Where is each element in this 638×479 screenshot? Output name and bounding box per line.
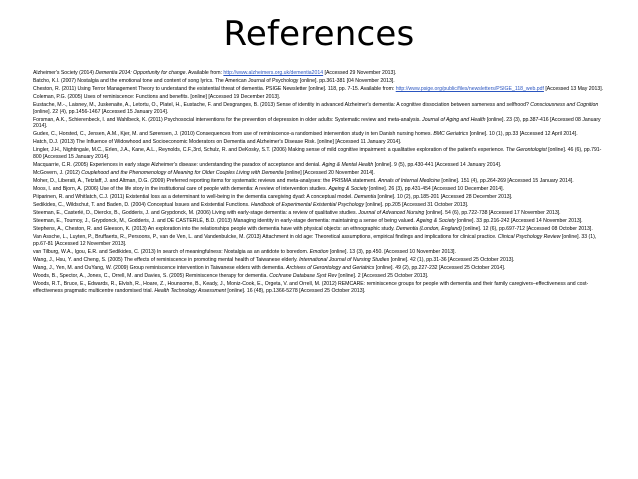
reference-list <box>33 70 605 472</box>
reference-italic-text: Dementia <box>354 194 377 201</box>
reference-text: Lingler, J.H., Nightingale, M.C., Erlen, J.A., Kane, A.L., Reynolds, C.F.,3rd, Schulz, R. and DeKosky, S.T. (2006) Making sense of mild cognitive impairment: a qualitative exploration of the patient's experience. <box>33 147 506 154</box>
reference-text: Piiparinen, R. and Whitlatch, C.J. (2011) Existential loss as a determinant to well-being in the dementia caregiving dyad: A conceptual model. <box>33 194 355 201</box>
reference-text: Batcho, K.I. (2007) Nostalgia and the emotional tone and content of song lyrics. The American Journal of Psychology [online]. pp.361-381 [04 November 2013]. <box>33 78 395 85</box>
reference-italic-text: Aging & Mental Health <box>322 161 374 168</box>
slide-title: References <box>223 14 415 54</box>
reference-text: Alzheimer's Society (2014) <box>33 70 96 76</box>
reference-text: [Accessed 29 November 2013]. <box>323 70 397 76</box>
reference-text: [online]. 2 [Accessed 25 October 2013]. <box>336 273 429 280</box>
reference-entry <box>33 226 605 233</box>
reference-entry <box>33 147 605 160</box>
reference-text: [online]. 46 (6), pp.791-800 [Accessed 15 January 2014]. <box>33 147 602 160</box>
reference-text: Wang, J., Hsu, Y. and Cheng, S. (2005) The effects of reminiscence in promoting mental health of Taiwanese elderly. <box>33 256 300 263</box>
reference-text: [online] [Accessed 20 November 2014]. <box>283 169 375 176</box>
reference-italic-text: International Journal of Nursing Studies <box>299 256 390 263</box>
reference-entry <box>33 102 605 115</box>
reference-italic-text: The Gerontologist <box>505 147 547 154</box>
reference-text: [online]. 12 (6), pp.697-712 [Accessed 08 October 2013]. <box>461 226 593 233</box>
reference-text: [online]. 33 (1), pp.67-81 [Accessed 12 November 2013]. <box>33 234 597 247</box>
reference-italic-text: Archives of Gerontology and Geriatrics <box>286 264 375 271</box>
reference-link[interactable]: http://www.alzheimers.org.uk/dementia2014 <box>223 70 324 76</box>
reference-entry <box>33 94 605 101</box>
reference-entry <box>33 86 605 93</box>
reference-text: Hatch, D.J. (2013) The Influence of Widowhood and Socioeconomic Moderators on Dementia and Alzheimer's Disease Risk. [online] [Accessed 11 January 2014]. <box>33 139 402 146</box>
reference-entry <box>33 117 605 130</box>
reference-entry <box>33 186 605 193</box>
reference-entry <box>33 218 605 225</box>
reference-entry <box>33 194 605 201</box>
reference-text: [online]. 23 (3), pp.387-416 [Accessed 08 January 2014]. <box>33 116 601 130</box>
reference-entry <box>33 139 605 146</box>
reference-text: [online]. pp.205 [Accessed 31 October 2013]. <box>364 202 469 209</box>
reference-text: Forsman, A.K., Schierenbeck, I. and Wahlbeck, K. (2011) Psychosocial interventions for the prevention of depression in older adults: Systematic review and meta-analysis. <box>33 116 423 123</box>
reference-text: [online]. 22 (4), pp.1456-1467 [Accessed 15 January 2014]. <box>33 108 169 115</box>
reference-text: [online]. 151 (4), pp.264-269 [Accessed 15 January 2014]. <box>439 178 574 185</box>
reference-text: [online]. 42 (1), pp.31-36 [Accessed 25 October 2013]. <box>389 256 515 263</box>
reference-italic-text: Clinical Psychology Review <box>497 234 561 241</box>
reference-text: [online]. 9 (5), pp.430-441 [Accessed 14 January 2014]. <box>373 161 502 168</box>
reference-entry <box>33 281 605 294</box>
reference-italic-text: Journal of Aging and Health <box>422 116 486 123</box>
reference-text: Coleman, P.G. (2005) Uses of reminiscence: Functions and benefits. [online] [Accessed 19 December 2013]. <box>33 94 281 101</box>
reference-italic-text: Health Technology Assessment <box>154 287 226 294</box>
reference-text: [online]. 10 (2), pp.185-201 [Accessed 28 December 2013]. <box>376 194 513 201</box>
reference-text: [online]. 49 (2), pp.227-232 [Accessed 25 October 2014]. <box>374 264 506 271</box>
reference-italic-text: Ageing & Society <box>416 218 456 225</box>
reference-entry <box>33 70 605 77</box>
reference-text: Wang, J., Yen, M. and OuYang, W. (2009) Group reminiscence intervention in Taiwanese elders with dementia. <box>33 264 287 271</box>
reference-entry <box>33 170 605 177</box>
reference-italic-text: Journal of Advanced Nursing <box>358 210 425 217</box>
reference-text: van Tilburg, W.A., Igou, E.R. and Sedikides, C. (2013) In search of meaningfulness: Nostalgia as an antidote to boredom. <box>33 248 310 255</box>
reference-entry <box>33 273 605 280</box>
reference-text: McGovern, J. (2012) <box>33 169 82 176</box>
reference-text: Van Assche, L., Luyten, P., Bruffaerts, R., Persoons, P., van de Ven, L. and Vandenbulcke, M. (2013) Attachment in old age: Theoretical assumptions, empirical findings and implications for clinical practice. <box>33 234 498 241</box>
reference-text: Moos, I. and Bjorn, A. (2006) Use of the life story in the institutional care of people with dementia: A review of intervention studies. <box>33 186 329 193</box>
reference-entry <box>33 265 605 272</box>
reference-entry <box>33 202 605 209</box>
reference-text: Sedikides, C., Wildschut, T. and Baden, D. (2004) Conceptual Issues and Existential Functions. <box>33 202 251 209</box>
reference-text: [online]. 33 pp.216-242 [Accessed 14 November 2013]. <box>455 218 583 225</box>
reference-italic-text: Annals of Internal Medicine <box>377 178 440 185</box>
reference-text: Gudex, C., Horsted, C., Jensen, A.M., Kjer, M. and Sørensen, J. (2010) Consequences from use of reminiscence-a randomised intervention study in ten Danish nursing homes. <box>33 131 434 138</box>
reference-text: Macquarrie, C.R. (2005) Experiences in early stage Alzheimer's disease: understanding the paradox of acceptance and denial. <box>33 161 323 168</box>
reference-italic-text: BMC Geriatrics <box>433 131 469 138</box>
reference-text: Steeman, E., Casterlé, D., Dierckx, B., Godderis, J. and Grypdonck, M. (2006) Living with early-stage dementia: a review of qualitative studies. <box>33 210 359 217</box>
reference-entry <box>33 78 605 85</box>
reference-text: Moher, D., Liberati, A., Tetzlaff, J. and Altman, D.G. (2009) Preferred reporting items for systematic reviews and meta-analyses: the PRISMA statement. <box>33 178 378 185</box>
reference-entry <box>33 210 605 217</box>
reference-italic-text: Dementia (London, England) <box>396 226 462 233</box>
reference-text: Steeman, E., Tournoy, J., Grypdonck, M., Godderis, J. and DE CASTERLÉ, B.D. (2013) Managing identity in early-stage dementia: maintaining a sense of being valued. <box>33 218 417 225</box>
reference-italic-text: Dementia 2014: Opportunity for change <box>95 70 186 76</box>
reference-italic-text: Couplehood and the Phenomenology of Meaning for Older Couples Living with Dementia <box>81 169 284 176</box>
reference-entry <box>33 162 605 169</box>
reference-text: [online]. 16 (48), pp.1366-5278 [Accessed 25 October 2013]. <box>225 287 366 294</box>
reference-entry <box>33 131 605 138</box>
reference-text: Woods, B., Spector, A., Jones, C., Orrell, M. and Davies, S. (2005) Reminiscence therapy for dementia. <box>33 273 270 280</box>
reference-text: [online]. 54 (6), pp.722-738 [Accessed 17 November 2013]. <box>424 210 561 217</box>
reference-text: . Available from: <box>185 70 224 76</box>
reference-italic-text: Emotion <box>309 248 329 255</box>
reference-text: Stephens, A., Cheston, R. and Gleeson, K. (2013) An exploration into the relationships people with dementia have with physical objects: an ethnographic study. <box>33 226 397 233</box>
reference-text: [online]. 10 (1), pp.33 [Accessed 12 April 2014]. <box>468 131 578 138</box>
reference-italic-text: Consciousness and Cognition <box>530 102 599 109</box>
reference-link[interactable]: http://www.psige.org/public/files/newsletters/PSIGE_118_web.pdf <box>395 86 544 93</box>
reference-text: Eustache, M.-., Laisney, M., Juskenaite, A., Letortu, O., Platel, H., Eustache, F. and Desgranges, B. (2013) Sense of identity in advanced Alzheimer's dementia: A cognitive dissociation between sameness and selfhood? <box>33 102 531 109</box>
reference-text: [Accessed 13 May 2013]. <box>543 86 604 93</box>
reference-text: Woods, R.T., Bruce, E., Edwards, R., Elvish, R., Hoare, Z., Hounsome, B., Keady, J., Moniz-Cook, E., Orgeta, V. and Orrell, M. (2012) REMCARE: reminiscence groups for people with dementia and their family caregivers–effectiveness and cost-effectiveness pragmatic multicentre randomised trial. <box>33 281 589 294</box>
reference-italic-text: Handbook of Experimental Existential Psychology <box>250 202 365 209</box>
reference-text: Cheston, R. (2011) Using Terror Management Theory to understand the existential threat of dementia. PSIGE Newsletter [online]. 118, pp. 7-15. Available from: <box>33 86 396 93</box>
reference-text: [online]. 26 (3), pp.431-454 [Accessed 10 December 2014]. <box>367 186 504 193</box>
reference-entry <box>33 178 605 185</box>
reference-entry <box>33 234 605 247</box>
reference-text: [online]. 13 (3), pp.450. [Accessed 10 November 2013]. <box>328 248 456 255</box>
reference-entry <box>33 257 605 264</box>
reference-italic-text: Ageing & Society <box>328 186 368 193</box>
reference-italic-text: Cochrane Database Syst Rev <box>269 273 337 280</box>
reference-entry <box>33 249 605 256</box>
